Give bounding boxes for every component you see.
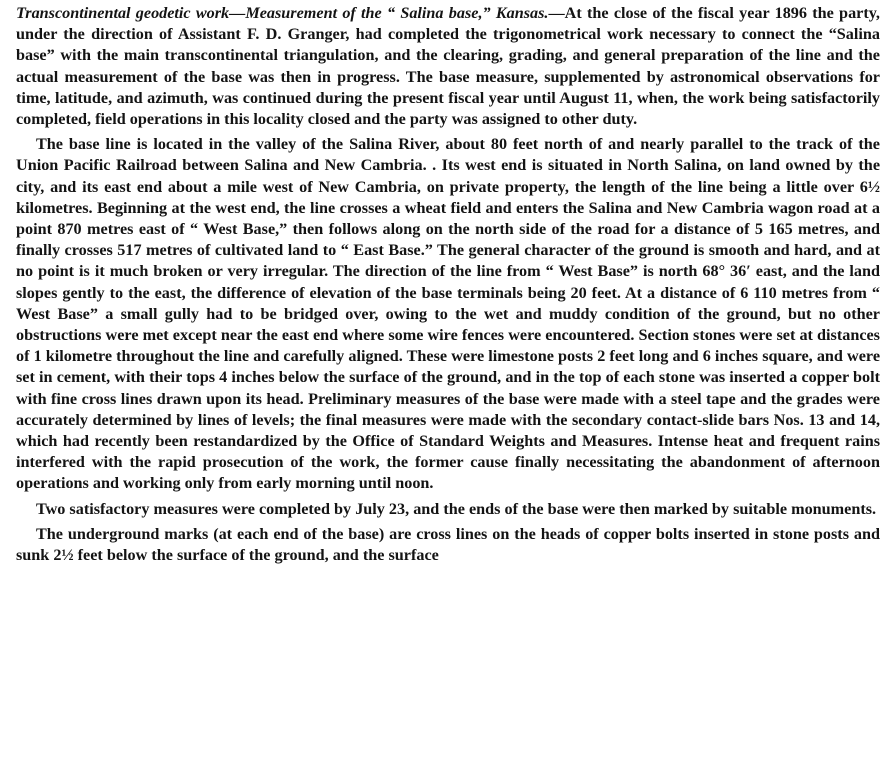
paragraph-2: The base line is located in the valley of the Salina River, about 80 feet north of and nearly parallel to the track of the Union Pacific Railroad between Salina and New Cambria. . Its west end is situated in North Salina, on land owned by the city, and its east end about a mile west of New Cambria, on private property, the length of the line being a little over 6½ kilometres. Beginning at the west end, the line crosses a wheat field and enters the Salina and New Cambria wagon road at a point 870 metres east of “ West Base,” then follows along on the north side of the road for a distance of 5 165 metres, and finally crosses 517 metres of cultivated land to “ East Base.” The general character of the ground is smooth and hard, and at no point is it much broken or very irregular. The direction of the line from “ West Base” is north 68° 36′ east, and the land slopes gently to the east, the difference of elevation of the base terminals being 20 feet. At a distance of 6 110 metres from “ West Base” a small gully had to be bridged over, owing to the wet and muddy condition of the ground, but no other obstructions were met except near the east end where some wire fences were encountered. Section stones were set at distances of 1 kilometre throughout the line and carefully aligned. These were limestone posts 2 feet long and 6 inches square, and were set in cement, with their tops 4 inches below the surface of the ground, and in the top of each stone was inserted a copper bolt with fine cross lines drawn upon its head. Preliminary measures of the base were made with a steel tape and the grades were accurately determined by lines of levels; the final measures were made with the secondary contact-slide bars Nos. 13 and 14, which had recently been restandardized by the Office of Standard Weights and Measures. Intense heat and frequent rains interfered with the rapid prosecution of the work, the former cause finally necessitating the abandonment of afternoon operations and working only from early morning until noon. [16, 135, 880, 493]
paragraph-1-text: —At the close of the fiscal year 1896 the party, under the direction of Assistant F. D. Granger, had completed the trigonometrical work necessary to connect the “Salina base” with the main transcontinental triangulation, and the clearing, grading, and general preparation of the line and the actual measurement of the base was then in progress. The base measure, supplemented by astronomical observations for time, latitude, and azimuth, was continued during the present fiscal year until August 11, when, the work being satisfactorily completed, field operations in this locality closed and the party was assigned to other duty. [16, 4, 880, 129]
paragraph-1 [16, 3, 880, 130]
paragraph-3: Two satisfactory measures were completed by July 23, and the ends of the base were then marked by suitable monuments. [36, 499, 877, 518]
section-heading: Transcontinental geodetic work—Measurement of the “ Salina base,” Kansas. [16, 4, 549, 22]
paragraph-4: The underground marks (at each end of the base) are cross lines on the heads of copper bolts inserted in stone posts and sunk 2½ feet below the surface of the ground, and the surface [16, 524, 880, 565]
